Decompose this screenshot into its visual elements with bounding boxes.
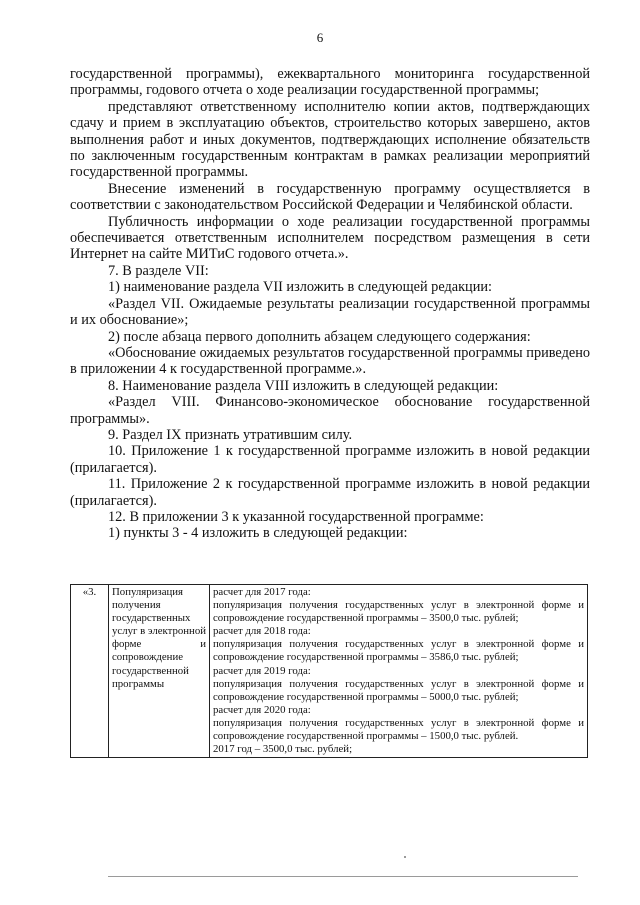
item-name-cell: Популяризация получения государственных услуг в электронной форме и сопровождение государственной программы: [109, 585, 210, 758]
item-number-cell: «3.: [71, 585, 109, 758]
paragraph: 12. В приложении 3 к указанной государственной программе:: [108, 508, 484, 525]
paragraph: 8. Наименование раздела VIII изложить в следующей редакции:: [108, 377, 499, 394]
paragraph: государственной программы), ежеквартального мониторинга государственной программы, годового отчета о ходе реализации государственной программы;: [70, 66, 590, 99]
description-line: расчет для 2018 года:: [213, 625, 311, 638]
paragraph: представляют ответственному исполнителю копии актов, подтверждающих сдачу и прием в эксплуатацию объектов, строительство которых завершено, актов выполнения работ и иных документов, подтверждающих исполнение обязательств по заключенным государственным контрактам в рамках реализации мероприятий государственной программы.: [70, 98, 590, 181]
paragraph: Внесение изменений в государственную программу осуществляется в соответствии с законодательством Российской Федерации и Челябинской области.: [70, 180, 590, 214]
paragraph: 7. В разделе VII:: [108, 262, 209, 279]
footer-rule: [108, 876, 578, 877]
paragraph: 10. Приложение 1 к государственной программе изложить в новой редакции (прилагается).: [70, 443, 590, 476]
description-line: 2017 год – 3500,0 тыс. рублей;: [213, 743, 353, 756]
paragraph: 9. Раздел IX признать утратившим силу.: [108, 426, 353, 443]
paragraph: 2) после абзаца первого дополнить абзацем следующего содержания:: [108, 328, 531, 345]
description-line: популяризация получения государственных услуг в электронной форме и сопровождение государственной программы – 1500,0 тыс. рублей.: [213, 716, 584, 743]
description-line: популяризация получения государственных услуг в электронной форме и сопровождение государственной программы – 3500,0 тыс. рублей;: [213, 599, 584, 625]
description-line: расчет для 2019 года:: [213, 664, 311, 677]
description-line: расчет для 2017 года:: [213, 586, 311, 598]
paragraph: 1) пункты 3 - 4 изложить в следующей редакции:: [108, 525, 408, 542]
item-description-cell: [210, 585, 588, 758]
amendment-table: [70, 584, 588, 758]
paragraph: 11. Приложение 2 к государственной программе изложить в новой редакции (прилагается).: [70, 476, 590, 509]
description-line: расчет для 2020 года:: [213, 703, 311, 716]
paragraph: «Раздел VII. Ожидаемые результаты реализации государственной программы и их обоснование»;: [70, 295, 590, 329]
paragraph: «Раздел VIII. Финансово-экономическое обоснование государственной программы».: [70, 394, 590, 427]
paragraph: Публичность информации о ходе реализации государственной программы обеспечивается ответственным исполнителем посредством размещения в сети Интернет на сайте МИТиС годового отчета.».: [70, 213, 590, 263]
paragraph: 1) наименование раздела VII изложить в следующей редакции:: [108, 279, 492, 296]
scan-speck: [404, 856, 406, 858]
page-number: 6: [316, 30, 324, 45]
table-row: [71, 585, 588, 758]
document-body: [70, 66, 590, 542]
description-line: популяризация получения государственных услуг в электронной форме и сопровождение государственной программы – 3586,0 тыс. рублей;: [213, 638, 584, 664]
paragraph: «Обоснование ожидаемых результатов государственной программы приведено в приложении 4 к государственной программе.».: [70, 344, 590, 378]
description-line: популяризация получения государственных услуг в электронной форме и сопровождение государственной программы – 5000,0 тыс. рублей;: [213, 677, 584, 703]
